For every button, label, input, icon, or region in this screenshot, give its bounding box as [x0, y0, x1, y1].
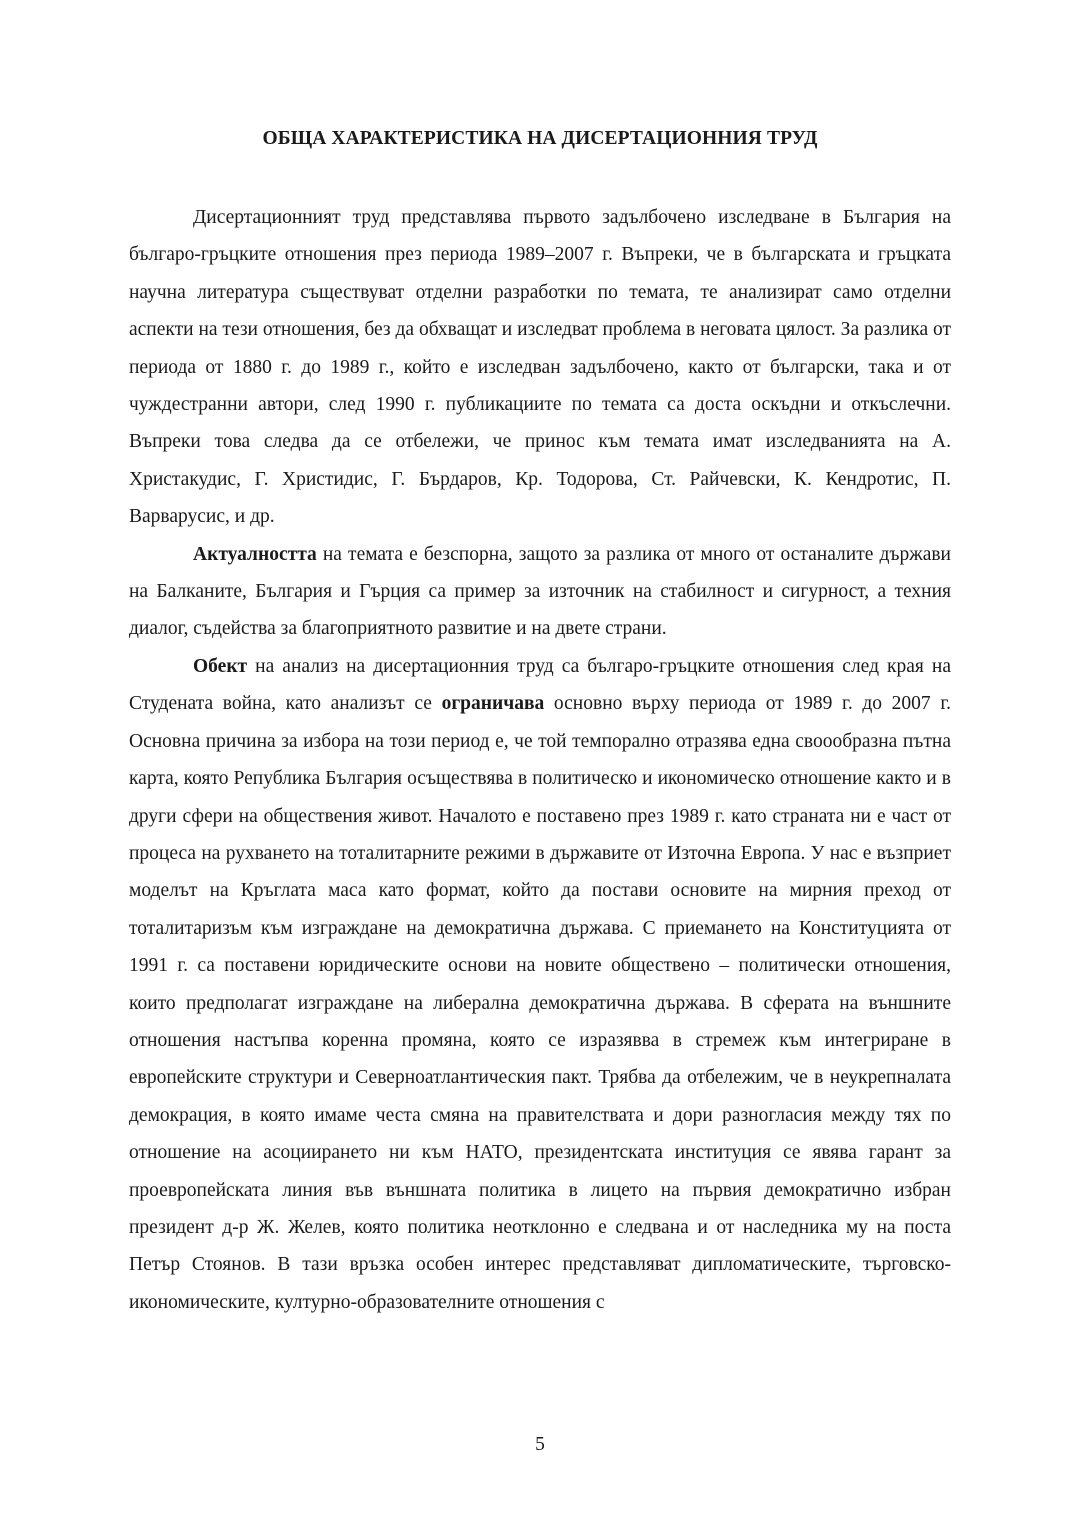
object-text-part2: основно върху периода от 1989 г. до 2007 г. Основна причина за избора на този период е, че той темпорално отразява една своообразна пътна карта, която Република България осъществява в политическо и икономическо отношение както и в други сфери на обществения живот. Началото е поставено през 1989 г. като страната ни е част от процеса на рухването на тоталитарните режими в държавите от Източна Европа. У нас е възприет моделът на Кръглата маса като формат, който да постави основите на мирния преход от тоталитаризъм към изграждане на демократична държава. С приемането на Конституцията от 1991 г. са поставени юридическите основи на новите обществено – политически отношения, които предполагат изграждане на либерална демократична държава. В сферата на външните отношения настъпва коренна промяна, която се изразявва в стремеж към интегриране в европейските структури и Северноатлантическия пакт. Трябва да отбележим, че в неукрепналата демокрация, в която имаме честа смяна на правителствата и дори разногласия между тях по отношение на асоциирането ни към НАТО, президентската институция се явява гарант за проевропейската линия във външната политика в лицето на първия демократично избран президент д-р Ж. Желев, която политика неотклонно е следвана и от наследника му на поста Петър Стоянов. В тази връзка особен интерес представляват дипломатическите, търговско-икономическите, културно-образователните отношения с [129, 693, 951, 1313]
paragraph-introduction: Дисертационният труд представлява първото задълбочено изследване в България на българо-гръцките отношения през периода 1989–2007 г. Въпреки, че в българската и гръцката научна литература съществуват отделни разработки по темата, те анализират само отделни аспекти на тези отношения, без да обхващат и изследват проблема в неговата цялост. За разлика от периода от 1880 г. до 1989 г., който е изследван задълбочено, както от български, така и от чуждестранни автори, след 1990 г. публикациите по темата са доста оскъдни и откъслечни. Въпреки това следва да се отбележи, че принос към темата имат изследванията на А. Христакудис, Г. Христидис, Г. Бърдаров, Кр. Тодорова, Ст. Райчевски, К. Кендротис, П. Варварусис, и др. [129, 207, 951, 528]
object-text-part1: на анализ на дисертационния труд са българо-гръцките отношения след края на Студената война, като анализът се [129, 655, 951, 715]
object-term: Обект [193, 655, 248, 677]
relevance-term: Актуалността [193, 543, 317, 565]
relevance-text: на темата е безспорна, защото за разлика от много от останалите държави на Балканите, България и Гърция са пример за източник на стабилност и сигурност, а техния диалог, съдейства за благоприятното развитие и на двете страни. [129, 543, 951, 640]
paragraph-relevance [129, 536, 951, 648]
paragraph-object [129, 648, 951, 1321]
document-title: ОБЩА ХАРАКТЕРИСТИКА НА ДИСЕРТАЦИОННИЯ ТРУД [262, 128, 818, 149]
limitation-term: ограничава [441, 693, 545, 715]
page-number: 5 [535, 1434, 545, 1455]
document-body [129, 199, 951, 1321]
